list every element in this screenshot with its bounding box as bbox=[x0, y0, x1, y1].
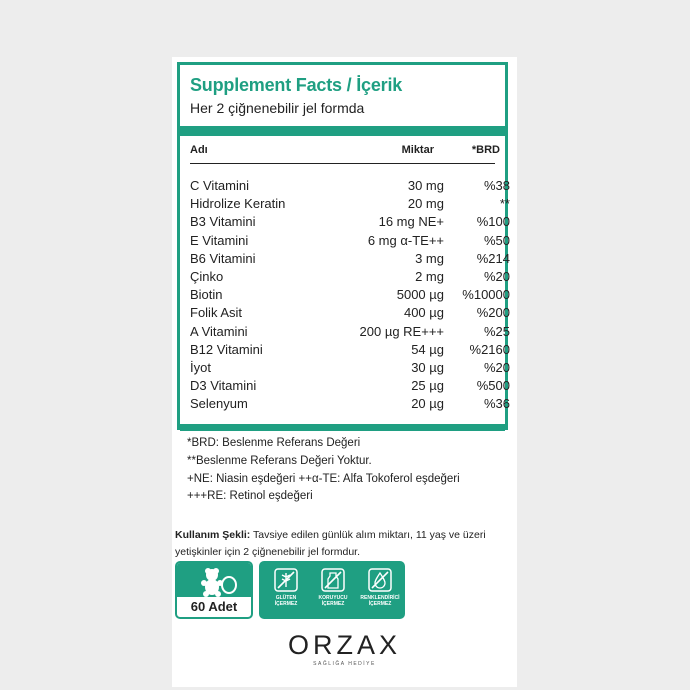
serving-size: Her 2 çiğnenebilir jel formda bbox=[190, 100, 365, 116]
footnote: *BRD: Beslenme Referans Değeri bbox=[187, 437, 361, 449]
free-from-badges bbox=[259, 561, 405, 619]
footnote: +NE: Niasin eşdeğeri ++α-TE: Alfa Tokoferol eşdeğeri bbox=[187, 472, 460, 485]
table-row bbox=[190, 395, 510, 413]
gluten-free-label: GLÜTEN İÇERMEZ bbox=[274, 595, 298, 607]
header-rule bbox=[190, 163, 495, 164]
nutrient-amount: 25 µg bbox=[411, 378, 444, 394]
table-row bbox=[190, 286, 510, 304]
nutrient-rda: %200 bbox=[476, 305, 510, 321]
nutrient-name: E Vitamini bbox=[190, 232, 249, 248]
table-row bbox=[190, 304, 510, 322]
usage-instructions bbox=[175, 527, 505, 561]
nutrient-name: A Vitamini bbox=[190, 323, 248, 339]
preservative-free-label: KORUYUCU İÇERMEZ bbox=[318, 595, 348, 607]
nutrient-rda: %20 bbox=[483, 359, 510, 375]
nutrient-amount: 30 µg bbox=[411, 359, 444, 375]
nutrient-amount: 20 µg bbox=[411, 396, 444, 412]
nutrient-amount: 400 µg bbox=[403, 305, 444, 321]
nutrient-amount: 6 mg α-TE++ bbox=[367, 232, 444, 248]
nutrient-name: Folik Asit bbox=[190, 305, 243, 321]
table-row bbox=[190, 359, 510, 377]
table-row bbox=[190, 268, 510, 286]
brand-tagline: SAĞLIĞA HEDİYE bbox=[313, 661, 376, 667]
nutrient-name: Selenyum bbox=[190, 396, 248, 412]
preservative-free-icon bbox=[320, 567, 346, 593]
nutrient-name: Çinko bbox=[190, 268, 224, 284]
colorant-free-icon bbox=[367, 567, 393, 593]
nutrient-amount: 30 mg bbox=[407, 178, 444, 193]
footnotes bbox=[187, 435, 517, 506]
nutrient-name: C Vitamini bbox=[190, 178, 250, 193]
nutrient-amount: 20 mg bbox=[407, 196, 444, 212]
quantity-label: 60 Adet bbox=[190, 599, 238, 614]
nutrient-name: İyot bbox=[190, 359, 211, 375]
gummy-bear-icon bbox=[177, 563, 253, 597]
quantity-icon-area bbox=[177, 563, 251, 597]
table-row bbox=[190, 195, 510, 213]
nutrient-rda: %214 bbox=[476, 250, 510, 266]
footnote: **Beslenme Referans Değeri Yoktur. bbox=[187, 454, 372, 467]
nutrient-amount: 16 mg NE+ bbox=[378, 214, 444, 230]
table-row bbox=[190, 232, 510, 250]
nutrient-rda: %500 bbox=[476, 378, 510, 394]
quantity-box bbox=[175, 561, 253, 619]
column-header-rda: *BRD bbox=[471, 144, 500, 156]
column-header-amount: Miktar bbox=[401, 144, 434, 156]
nutrient-name: B12 Vitamini bbox=[190, 341, 263, 357]
gluten-free-badge bbox=[264, 567, 308, 607]
nutrient-rda: %100 bbox=[476, 214, 510, 230]
label-panel bbox=[172, 57, 517, 687]
nutrient-name: Hidrolize Keratin bbox=[190, 196, 286, 212]
table-row bbox=[190, 323, 510, 341]
supplement-facts-box bbox=[177, 62, 508, 430]
nutrient-amount: 3 mg bbox=[415, 250, 444, 266]
table-row bbox=[190, 250, 510, 268]
nutrient-amount: 200 µg RE+++ bbox=[359, 323, 444, 339]
footnote: +++RE: Retinol eşdeğeri bbox=[187, 490, 313, 503]
nutrient-name: B6 Vitamini bbox=[190, 250, 256, 266]
nutrient-table bbox=[190, 177, 510, 413]
table-row bbox=[190, 213, 510, 231]
preservative-free-badge bbox=[311, 567, 355, 607]
table-row bbox=[190, 377, 510, 395]
brand-logo: ORZAX bbox=[287, 630, 401, 660]
table-row bbox=[190, 177, 510, 195]
nutrient-amount: 2 mg bbox=[415, 268, 444, 284]
nutrient-rda: %38 bbox=[483, 178, 510, 193]
column-header-name: Adı bbox=[190, 144, 208, 156]
bottom-divider-bar bbox=[180, 424, 505, 431]
usage-text: Tavsiye edilen günlük alım miktarı, 11 yaş ve üzeri yetişkinler için 2 çiğnenebilir jel formdur. bbox=[175, 529, 486, 558]
gluten-free-icon bbox=[273, 567, 299, 593]
nutrient-rda: ** bbox=[499, 196, 510, 212]
nutrient-name: Biotin bbox=[190, 287, 223, 303]
nutrient-rda: %36 bbox=[483, 396, 510, 412]
colorant-free-label: RENKLENDİRİCİ İÇERMEZ bbox=[360, 595, 400, 607]
nutrient-rda: %25 bbox=[483, 323, 510, 339]
nutrient-name: B3 Vitamini bbox=[190, 214, 256, 230]
top-divider-bar bbox=[180, 126, 505, 136]
nutrient-rda: %50 bbox=[483, 232, 510, 248]
colorant-free-badge bbox=[358, 567, 402, 607]
usage-label: Kullanım Şekli: bbox=[175, 529, 251, 541]
nutrient-rda: %10000 bbox=[462, 287, 510, 303]
nutrient-rda: %20 bbox=[483, 268, 510, 284]
nutrient-amount: 5000 µg bbox=[396, 287, 444, 303]
facts-title: Supplement Facts / İçerik bbox=[190, 75, 403, 95]
table-row bbox=[190, 341, 510, 359]
nutrient-amount: 54 µg bbox=[411, 341, 444, 357]
nutrient-name: D3 Vitamini bbox=[190, 378, 257, 394]
nutrient-rda: %2160 bbox=[469, 341, 510, 357]
